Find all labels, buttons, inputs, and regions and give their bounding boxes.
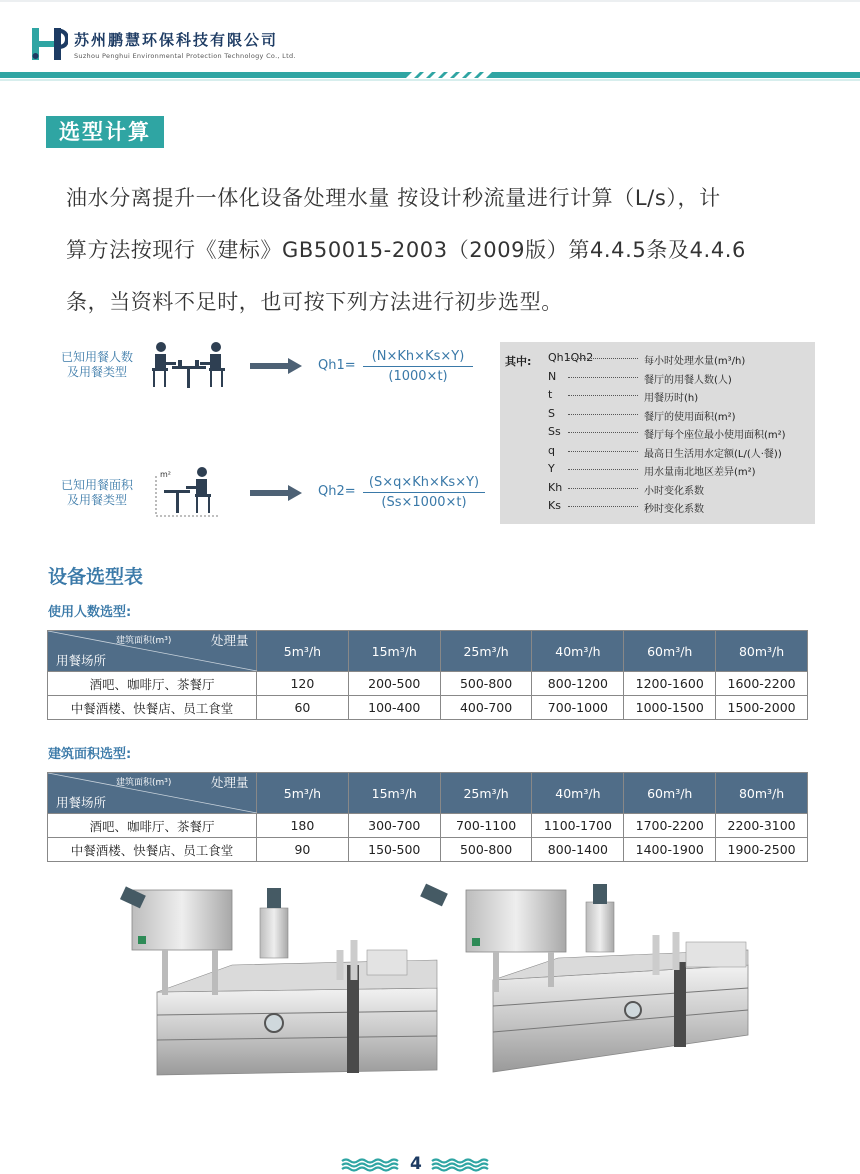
table2-title: 建筑面积选型:	[48, 747, 132, 762]
table-header-row	[48, 631, 808, 672]
footer-wave-icon	[340, 1158, 402, 1172]
intro-paragraph	[66, 172, 806, 328]
value-cell: 400-700	[440, 696, 532, 720]
oil-water-separator-front-image	[92, 880, 442, 1080]
company-name-en: Suzhou Penghui Environmental Protection Technology Co., Ltd.	[74, 52, 296, 60]
legend-row: q 最高日生活用水定额(L/(人·餐))	[548, 443, 782, 460]
formula-lhs: Qh2=	[318, 484, 356, 499]
value-cell: 300-700	[348, 814, 440, 838]
table-row	[48, 696, 808, 720]
top-border	[0, 0, 860, 2]
legend-row: Ks 秒时变化系数	[548, 499, 704, 515]
table-corner-cell: 建筑面积(m³) 处理量 用餐场所	[48, 631, 257, 672]
formula-numerator: (N×Kh×Ks×Y)	[363, 349, 473, 367]
value-cell: 700-1100	[440, 814, 532, 838]
two-diners-icon	[148, 340, 230, 392]
table-row	[48, 814, 808, 838]
column-header: 40m³/h	[532, 773, 624, 814]
column-header: 40m³/h	[532, 631, 624, 672]
legend-row: N 餐厅的用餐人数(人)	[548, 369, 732, 386]
value-cell: 200-500	[348, 672, 440, 696]
area-unit-label: m²	[160, 470, 171, 479]
value-cell: 90	[257, 838, 349, 862]
table1-title: 使用人数选型:	[48, 605, 132, 620]
column-header: 15m³/h	[348, 773, 440, 814]
table-row	[48, 838, 808, 862]
value-cell: 1000-1500	[624, 696, 716, 720]
value-cell: 500-800	[440, 672, 532, 696]
value-cell: 60	[257, 696, 349, 720]
value-cell: 1700-2200	[624, 814, 716, 838]
value-cell: 1500-2000	[716, 696, 808, 720]
column-header: 25m³/h	[440, 631, 532, 672]
value-cell: 180	[257, 814, 349, 838]
formula-fraction	[363, 349, 473, 384]
header-stripe-band	[0, 72, 860, 82]
venue-cell: 中餐酒楼、快餐店、员工食堂	[48, 696, 257, 720]
value-cell: 700-1000	[532, 696, 624, 720]
formula-denominator: (1000×t)	[388, 369, 448, 384]
legend-row: S 餐厅的使用面积(m²)	[548, 406, 736, 423]
selection-table-by-people	[47, 630, 808, 720]
oil-water-separator-angle-image	[418, 880, 768, 1080]
column-header: 80m³/h	[716, 631, 808, 672]
legend-row: Ss 餐厅每个座位最小使用面积(m²)	[548, 425, 786, 441]
table-corner-cell: 建筑面积(m³) 处理量 用餐场所	[48, 773, 257, 814]
arrow-icon	[250, 485, 302, 501]
column-header: 60m³/h	[624, 631, 716, 672]
section-title: 选型计算	[46, 116, 164, 148]
value-cell: 150-500	[348, 838, 440, 862]
column-header: 5m³/h	[257, 773, 349, 814]
value-cell: 500-800	[440, 838, 532, 862]
variable-legend	[500, 342, 815, 524]
legend-row: Qh1Qh2 每小时处理水量(m³/h)	[548, 351, 746, 367]
value-cell: 800-1200	[532, 672, 624, 696]
value-cell: 1600-2200	[716, 672, 808, 696]
column-header: 25m³/h	[440, 773, 532, 814]
value-cell: 1400-1900	[624, 838, 716, 862]
value-cell: 1200-1600	[624, 672, 716, 696]
venue-cell: 中餐酒楼、快餐店、员工食堂	[48, 838, 257, 862]
footer-wave-icon	[430, 1158, 492, 1172]
page-number: 4	[410, 1154, 422, 1174]
column-header: 80m³/h	[716, 773, 808, 814]
formula-denominator: (Ss×1000×t)	[381, 495, 467, 510]
tables-title: 设备选型表	[48, 566, 144, 588]
table-row	[48, 672, 808, 696]
formula-fraction	[363, 475, 485, 510]
table-header-row	[48, 773, 808, 814]
known-condition-2: 已知用餐面积 及用餐类型	[60, 478, 133, 507]
company-name-cn: 苏州鹏慧环保科技有限公司	[74, 31, 279, 49]
paragraph-line: 条，当资料不足时，也可按下列方法进行初步选型。	[66, 290, 563, 314]
value-cell: 2200-3100	[716, 814, 808, 838]
arrow-icon	[250, 358, 302, 374]
legend-row: t 用餐历时(h)	[548, 388, 699, 404]
paragraph-line: 油水分离提升一体化设备处理水量 按设计秒流量进行计算（L/s），计	[66, 186, 721, 210]
legend-row: Y 用水量南北地区差异(m²)	[548, 462, 756, 478]
legend-row: Kh 小时变化系数	[548, 480, 704, 497]
value-cell: 1900-2500	[716, 838, 808, 862]
company-logo-icon	[30, 26, 68, 62]
value-cell: 800-1400	[532, 838, 624, 862]
paragraph-line: 算方法按现行《建标》GB50015-2003（2009版）第4.4.5条及4.4.6	[66, 238, 747, 262]
selection-table-by-area	[47, 772, 808, 862]
venue-cell: 酒吧、咖啡厅、茶餐厅	[48, 814, 257, 838]
column-header: 5m³/h	[257, 631, 349, 672]
venue-cell: 酒吧、咖啡厅、茶餐厅	[48, 672, 257, 696]
formula-numerator: (S×q×Kh×Ks×Y)	[363, 475, 485, 493]
known-condition-1: 已知用餐人数 及用餐类型	[60, 350, 133, 379]
column-header: 15m³/h	[348, 631, 440, 672]
value-cell: 120	[257, 672, 349, 696]
column-header: 60m³/h	[624, 773, 716, 814]
value-cell: 1100-1700	[532, 814, 624, 838]
value-cell: 100-400	[348, 696, 440, 720]
formula-lhs: Qh1=	[318, 358, 356, 373]
legend-head: 其中:	[505, 355, 532, 368]
